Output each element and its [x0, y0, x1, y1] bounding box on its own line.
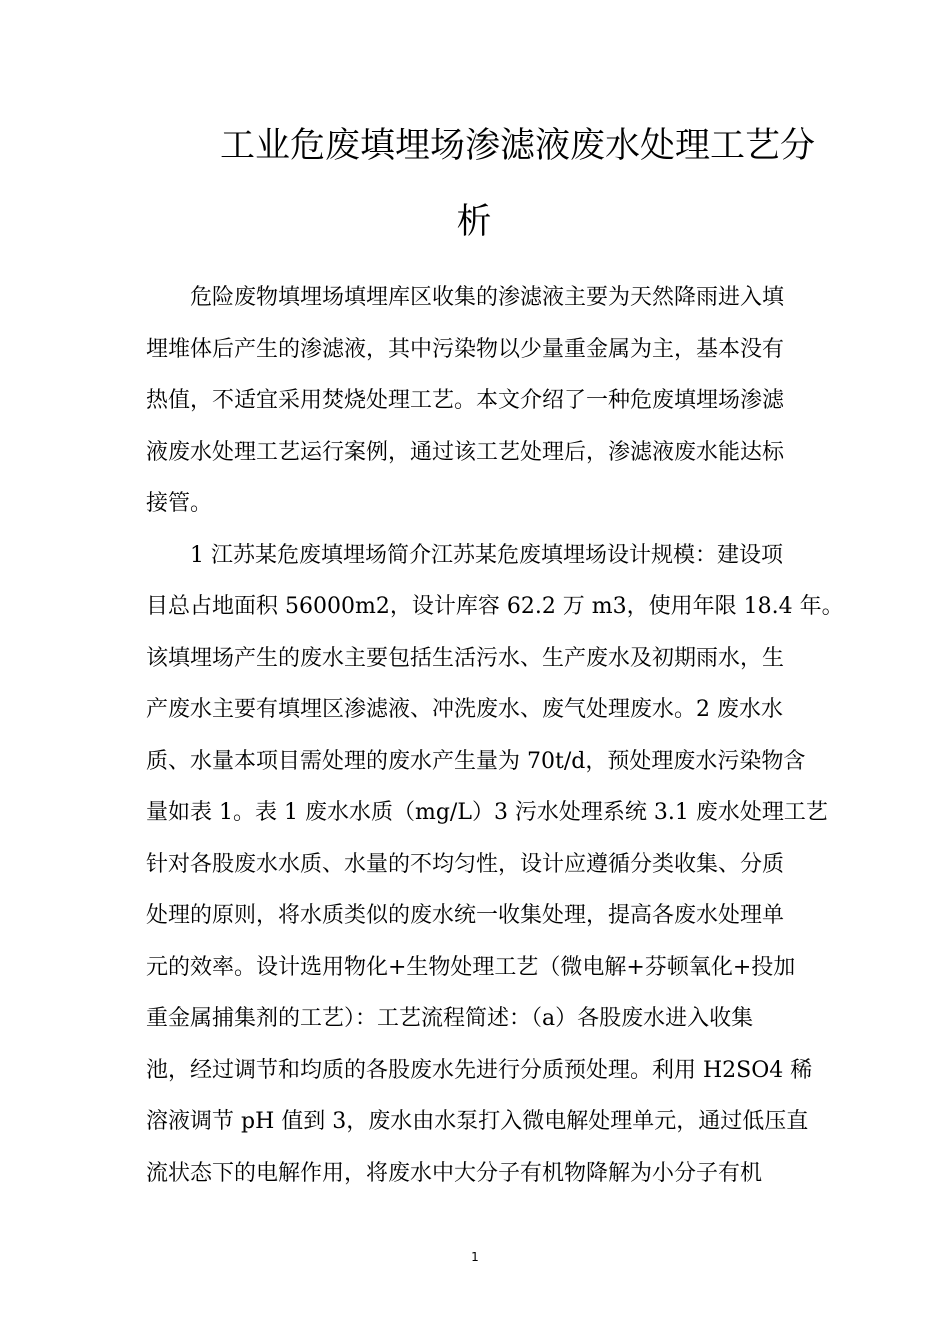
text-line: 池，经过调节和均质的各股废水先进行分质预处理。利用 H2SO4 稀	[146, 1057, 813, 1083]
text-line: 重金属捕集剂的工艺）：工艺流程简述：（a）各股废水进入收集	[146, 1006, 754, 1031]
text-line: 产废水主要有填埋区渗滤液、冲洗废水、废气处理废水。2 废水水	[146, 697, 783, 722]
text-line: 埋堆体后产生的渗滤液，其中污染物以少量重金属为主，基本没有	[146, 336, 785, 362]
document-body	[146, 272, 844, 1199]
document-title-line-1: 工业危废填埋场渗滤液废水处理工艺分	[220, 126, 816, 166]
text-line: 热值，不适宜采用焚烧处理工艺。本文介绍了一种危废填埋场渗滤	[146, 388, 785, 413]
text-line: 危险废物填埋场填埋库区收集的渗滤液主要为天然降雨进入填	[190, 285, 785, 310]
text-line: 针对各股废水水质、水量的不均匀性，设计应遵循分类收集、分质	[146, 851, 785, 877]
document-title-line-2: 析	[456, 202, 492, 242]
page-number: 1	[471, 1250, 479, 1264]
text-line: 流状态下的电解作用，将废水中大分子有机物降解为小分子有机	[146, 1160, 763, 1186]
text-line: 该填埋场产生的废水主要包括生活污水、生产废水及初期雨水，生	[146, 645, 785, 671]
text-line: 质、水量本项目需处理的废水产生量为 70t/d，预处理废水污染物含	[146, 748, 806, 774]
text-line: 接管。	[146, 491, 213, 516]
text-line: 量如表 1。表 1 废水水质（mg/L）3 污水处理系统 3.1 废水处理工艺	[146, 800, 828, 825]
text-line: 元的效率。设计选用物化+生物处理工艺（微电解+芬顿氧化+投加	[146, 954, 796, 980]
text-line: 液废水处理工艺运行案例，通过该工艺处理后，渗滤液废水能达标	[146, 439, 785, 465]
text-line: 处理的原则，将水质类似的废水统一收集处理，提高各废水处理单	[146, 903, 785, 928]
text-line: 目总占地面积 56000m2，设计库容 62.2 万 m3，使用年限 18.4 年。	[146, 594, 844, 619]
text-line: 溶液调节 pH 值到 3，废水由水泵打入微电解处理单元，通过低压直	[146, 1109, 809, 1134]
text-line: 1 江苏某危废填埋场简介江苏某危废填埋场设计规模：建设项	[190, 542, 783, 568]
